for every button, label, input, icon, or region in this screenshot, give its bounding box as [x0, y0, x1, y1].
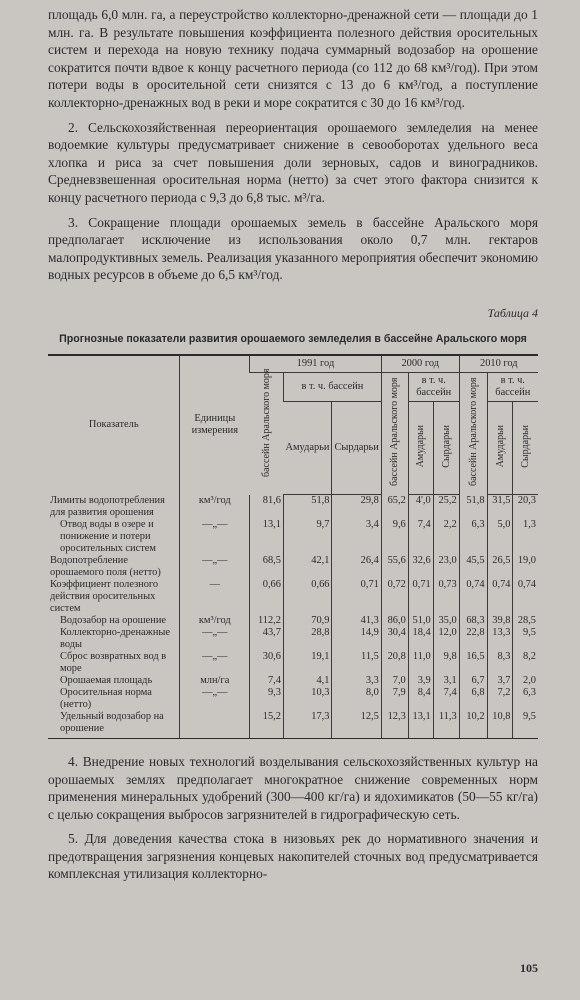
row-value: 16,5 — [459, 651, 487, 675]
header-aral-1991-text: бассейн Аральского моря — [260, 368, 272, 477]
row-unit: —„— — [180, 651, 250, 675]
row-value: 2,2 — [433, 519, 459, 555]
header-aral-2010 — [459, 372, 487, 495]
row-value: 68,5 — [250, 555, 284, 579]
row-value: 7,4 — [408, 519, 433, 555]
row-value: 0,66 — [250, 579, 284, 615]
row-value: 13,1 — [250, 519, 284, 555]
row-value: 4',0 — [408, 495, 433, 519]
row-value: 11,3 — [433, 711, 459, 739]
header-aral-1991 — [250, 368, 284, 495]
header-2010: 2010 год — [459, 355, 538, 373]
row-value: 41,3 — [332, 615, 381, 627]
header-aral-2000 — [381, 372, 408, 495]
row-indicator: Орошаемая площадь — [60, 674, 153, 686]
table-row — [48, 627, 538, 651]
row-value: 7,2 — [487, 687, 513, 711]
row-value: 0,72 — [381, 579, 408, 615]
row-value: 29,8 — [332, 495, 381, 519]
row-unit: —„— — [180, 519, 250, 555]
header-incl-2000: в т. ч. бассейн — [408, 372, 459, 402]
row-value: 14,9 — [332, 627, 381, 651]
row-value: 30,4 — [381, 627, 408, 651]
row-indicator: Коллекторно-дренажные воды — [60, 626, 170, 650]
row-value: 86,0 — [381, 615, 408, 627]
paragraph-4: 4. Внедрение новых технологий возделывания сельскохозяйственных культур на орошаемых землях предполагает многократное снижение современных норм применения минеральных удобрений (300—400 кг/га) и ядохимикатов (50—55 кг/га) с целью сокращения выбросов загрязнителей в гидрографическую сеть. — [48, 753, 538, 822]
row-unit: —„— — [180, 627, 250, 651]
table-row — [48, 579, 538, 615]
header-amu-2000 — [408, 402, 433, 495]
row-value: 15,2 — [250, 711, 284, 739]
header-1991: 1991 год — [250, 355, 382, 373]
row-value: 22,8 — [459, 627, 487, 651]
row-value: 6,8 — [459, 687, 487, 711]
header-amu-2000-text: Амударьи — [415, 425, 427, 468]
row-value: 5,0 — [487, 519, 513, 555]
row-value: 8,2 — [513, 651, 538, 675]
row-value: 10,3 — [283, 687, 332, 711]
row-value: 13,1 — [408, 711, 433, 739]
row-value: 0,73 — [433, 579, 459, 615]
header-amu-1991: Амударьи — [283, 402, 332, 495]
header-amu-2010-text: Амударьи — [494, 425, 506, 468]
row-value: 0,74 — [487, 579, 513, 615]
row-value: 20,3 — [513, 495, 538, 519]
row-value: 7,0 — [381, 675, 408, 687]
header-amu-2010 — [487, 402, 513, 495]
row-value: 10,8 — [487, 711, 513, 739]
row-value: 26,5 — [487, 555, 513, 579]
table-row — [48, 675, 538, 687]
row-value: 45,5 — [459, 555, 487, 579]
row-value: 7,4 — [433, 687, 459, 711]
row-value: 32,6 — [408, 555, 433, 579]
row-value: 65,2 — [381, 495, 408, 519]
row-value: 19,1 — [283, 651, 332, 675]
row-unit — [180, 711, 250, 739]
row-unit: млн/га — [180, 675, 250, 687]
row-unit: км³/год — [180, 615, 250, 627]
row-value: 3,7 — [487, 675, 513, 687]
table-row — [48, 555, 538, 579]
header-syr-2000 — [433, 402, 459, 495]
table-row — [48, 711, 538, 739]
row-indicator: Водозабор на орошение — [60, 614, 167, 626]
row-value: 3,1 — [433, 675, 459, 687]
row-indicator: Водопотребление орошаемого поля (нетто) — [50, 554, 161, 578]
row-value: 68,3 — [459, 615, 487, 627]
row-value: 70,9 — [283, 615, 332, 627]
header-syr-2010-text: Сырдарьи — [520, 425, 532, 468]
row-value: 9,6 — [381, 519, 408, 555]
header-incl-2010: в т. ч. бассейн — [487, 372, 538, 402]
row-value: 9,5 — [513, 711, 538, 739]
table-label: Таблица 4 — [487, 305, 538, 320]
header-2000: 2000 год — [381, 355, 459, 373]
row-value: 8,0 — [332, 687, 381, 711]
row-value: 17,3 — [283, 711, 332, 739]
row-unit: — — [180, 579, 250, 615]
row-value: 3,9 — [408, 675, 433, 687]
table-row — [48, 519, 538, 555]
row-value: 20,8 — [381, 651, 408, 675]
row-indicator: Удельный водозабор на орошение — [48, 711, 180, 739]
row-value: 11,0 — [408, 651, 433, 675]
row-value: 7,9 — [381, 687, 408, 711]
row-value: 55,6 — [381, 555, 408, 579]
row-indicator: Коэффициент полезного действия оросительных систем — [50, 578, 159, 614]
page-number: 105 — [520, 961, 538, 975]
header-aral-2000-text: бассейн Аральского моря — [389, 377, 401, 487]
table-row — [48, 651, 538, 675]
row-value: 12,0 — [433, 627, 459, 651]
row-value: 9,5 — [513, 627, 538, 651]
table-row — [48, 687, 538, 711]
row-value: 112,2 — [250, 615, 284, 627]
row-value: 8,3 — [487, 651, 513, 675]
row-value: 51,0 — [408, 615, 433, 627]
row-unit: —„— — [180, 555, 250, 579]
row-indicator: Сброс возвратных вод в море — [60, 650, 167, 674]
table-title: Прогнозные показатели развития орошаемого земледелия в бассейне Аральского моря — [59, 332, 527, 345]
row-unit: —„— — [180, 687, 250, 711]
row-value: 18,4 — [408, 627, 433, 651]
row-value: 3,4 — [332, 519, 381, 555]
row-value: 30,6 — [250, 651, 284, 675]
table-row — [48, 615, 538, 627]
row-value: 9,3 — [250, 687, 284, 711]
header-syr-1991: Сырдарьи — [332, 402, 381, 495]
row-value: 12,5 — [332, 711, 381, 739]
paragraph-2: 2. Сельскохозяйственная переориентация орошаемого земледелия на менее водоемкие культуры предусматривает снижение в севооборотах удельного веса хлопка и риса за счет повышения доли зерновых, садов и виноградников. Средневзвешенная оросительная норма (нетто) за счет этого фактора снизится к концу расчетного периода с 9,3 до 6,8 тыс. м³/га. — [48, 119, 538, 205]
table-body — [48, 495, 538, 739]
row-value: 81,6 — [250, 495, 284, 519]
row-value: 0,71 — [408, 579, 433, 615]
header-indicator: Показатель — [48, 355, 180, 495]
row-value: 39,8 — [487, 615, 513, 627]
row-value: 0,66 — [283, 579, 332, 615]
header-syr-2000-text: Сырдарьи — [440, 425, 452, 468]
row-value: 6,3 — [513, 687, 538, 711]
table-row — [48, 495, 538, 519]
row-value: 28,5 — [513, 615, 538, 627]
row-value: 13,3 — [487, 627, 513, 651]
row-value: 51,8 — [459, 495, 487, 519]
header-incl-1991: в т. ч. бассейн — [283, 372, 381, 402]
row-value: 9,8 — [433, 651, 459, 675]
row-value: 8,4 — [408, 687, 433, 711]
row-indicator: Оросительная норма (нетто) — [60, 686, 152, 710]
row-value: 26,4 — [332, 555, 381, 579]
row-value: 6,7 — [459, 675, 487, 687]
row-value: 0,71 — [332, 579, 381, 615]
row-value: 51,8 — [283, 495, 332, 519]
paragraph-continued: площадь 6,0 млн. га, а переустройство коллекторно-дренажной сети — площади до 1 млн. га. В результате повышения коэффициента полезного действия оросительных систем и перехода на новую технику подача суммарный водозабор на орошение сократится почти вдвое к концу расчетного периода (со 112 до 68 км³/год). При этом потери воды в оросительной сети снизятся с 13 до 6 км³/год, а поступление коллекторно-дренажных вод в реки и море сократится с 30 до 16 км³/год. — [48, 7, 538, 110]
row-value: 42,1 — [283, 555, 332, 579]
row-value: 19,0 — [513, 555, 538, 579]
row-value: 10,2 — [459, 711, 487, 739]
header-aral-2010-text: бассейн Аральского моря — [467, 377, 479, 487]
row-value: 1,3 — [513, 519, 538, 555]
forecast-table — [48, 354, 538, 739]
paragraph-3: 3. Сокращение площади орошаемых земель в бассейне Аральского моря предполагает исключение из использования около 0,7 млн. гектаров малопродуктивных земель. Реализация указанного мероприятия обеспечит экономию водных ресурсов в объеме до 6,5 км³/год. — [48, 214, 538, 283]
row-indicator: Отвод воды в озере и понижение и потери оросительных систем — [60, 518, 156, 554]
paragraph-5: 5. Для доведения качества стока в низовьях рек до нормативного значения и предотвращения загрязнения концевых накопителей сточных вод предусматривается комплексная утилизация коллекторно- — [48, 831, 538, 882]
row-value: 12,3 — [381, 711, 408, 739]
row-value: 3,3 — [332, 675, 381, 687]
header-syr-2010 — [513, 402, 538, 495]
row-value: 2,0 — [513, 675, 538, 687]
row-value: 6,3 — [459, 519, 487, 555]
row-value: 28,8 — [283, 627, 332, 651]
row-unit: км³/год — [180, 495, 250, 519]
row-value: 9,7 — [283, 519, 332, 555]
row-value: 43,7 — [250, 627, 284, 651]
row-value: 11,5 — [332, 651, 381, 675]
row-indicator: Лимиты водопотребления для развития орошения — [50, 494, 165, 518]
row-value: 23,0 — [433, 555, 459, 579]
row-value: 4,1 — [283, 675, 332, 687]
row-value: 0,74 — [513, 579, 538, 615]
row-value: 0,74 — [459, 579, 487, 615]
row-value: 25,2 — [433, 495, 459, 519]
header-unit: Единицы измерения — [180, 355, 250, 495]
row-value: 31,5 — [487, 495, 513, 519]
row-value: 35,0 — [433, 615, 459, 627]
row-value: 7,4 — [250, 675, 284, 687]
